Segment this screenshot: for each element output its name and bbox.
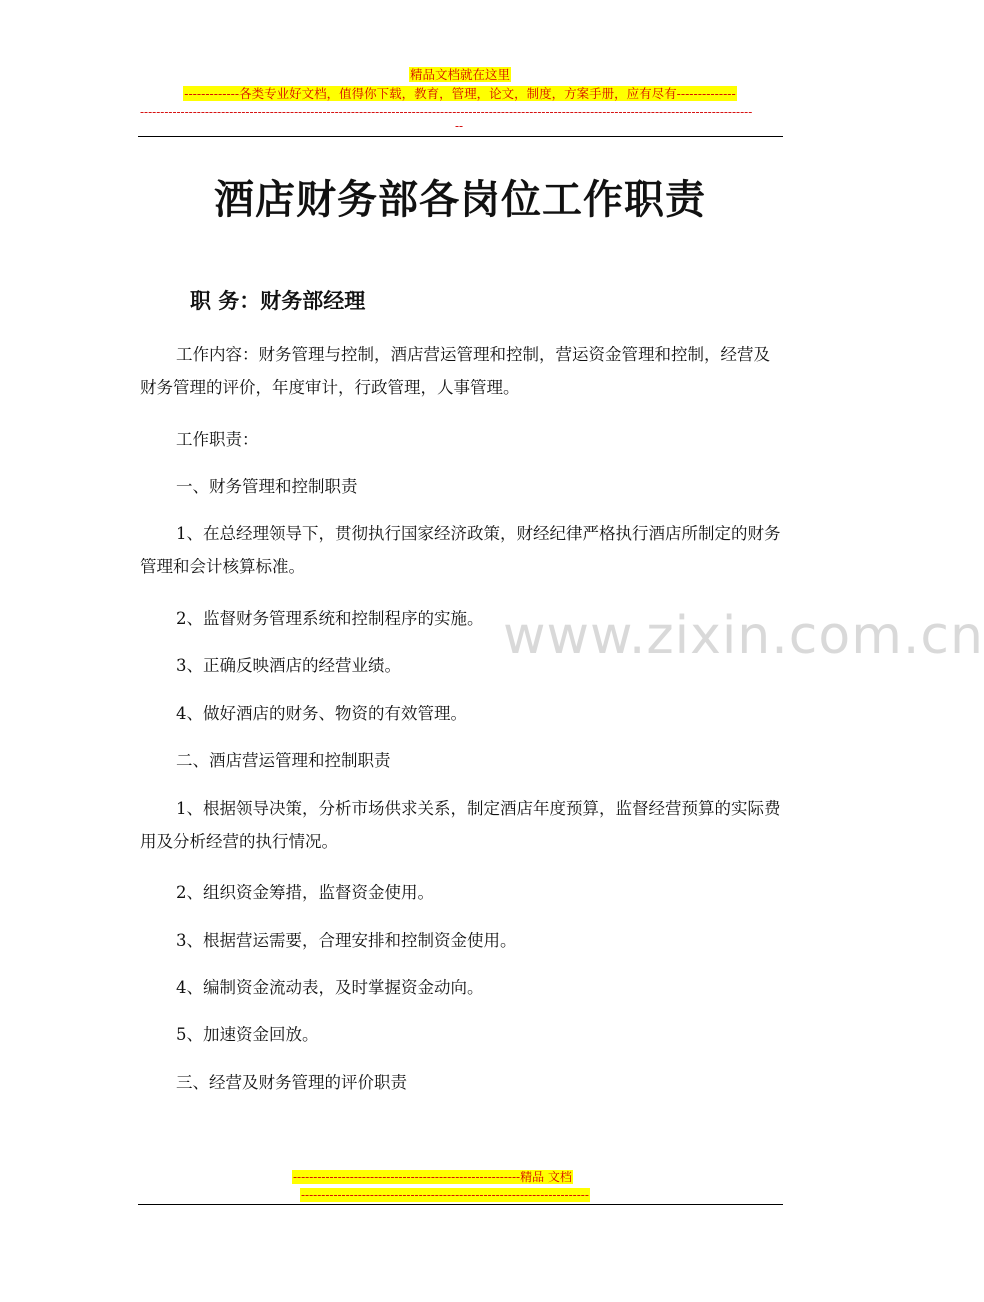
- heading-finance-control: 一、财务管理和控制职责: [176, 477, 358, 496]
- footer-rule: [138, 1204, 783, 1205]
- header-dash-line: -------------------------------------------------------------------------------------------------------------------------------------------------------: [140, 105, 753, 119]
- list-item: 3、正确反映酒店的经营业绩。: [176, 656, 401, 675]
- header-rule: [138, 136, 783, 137]
- section-heading: 职 务：财务部经理: [190, 288, 366, 313]
- list-item: 5、加速资金回放。: [176, 1025, 319, 1044]
- list-item: 2、监督财务管理系统和控制程序的实施。: [176, 609, 484, 628]
- document-title: 酒店财务部各岗位工作职责: [214, 176, 706, 223]
- watermark: www.zixin.com.cn: [503, 606, 984, 666]
- list-item: 4、编制资金流动表，及时掌握资金动向。: [176, 978, 484, 997]
- list-item: 2、组织资金筹措，监督资金使用。: [176, 883, 434, 902]
- footer-line-1: --------------------------------------------------------精品 文档: [293, 1170, 572, 1184]
- footer-line-2: -----------------------------------------------------------------------: [301, 1188, 589, 1202]
- heading-operations-control: 二、酒店营运管理和控制职责: [176, 751, 391, 770]
- list-item: 3、根据营运需要，合理安排和控制资金使用。: [176, 931, 517, 950]
- paragraph-duties-label: 工作职责：: [176, 430, 259, 449]
- header-dash-tail: --: [455, 119, 464, 133]
- header-site-label: 精品文档就在这里: [409, 67, 510, 82]
- header-tagline: -------------各类专业好文档，值得你下载，教育，管理，论文，制度，方案手册，应有尽有--------------: [184, 86, 736, 101]
- paragraph-work-content: 工作内容：财务管理与控制，酒店营运管理和控制，营运资金管理和控制，经营及财务管理的评价，年度审计，行政管理，人事管理。: [140, 345, 770, 397]
- list-item: 1、根据领导决策，分析市场供求关系，制定酒店年度预算，监督经营预算的实际费用及分析经营的执行情况。: [140, 799, 781, 851]
- list-item: 1、在总经理领导下，贯彻执行国家经济政策，财经纪律严格执行酒店所制定的财务管理和会计核算标准。: [140, 524, 781, 576]
- list-item: 4、做好酒店的财务、物资的有效管理。: [176, 704, 467, 723]
- heading-evaluation: 三、经营及财务管理的评价职责: [176, 1073, 407, 1092]
